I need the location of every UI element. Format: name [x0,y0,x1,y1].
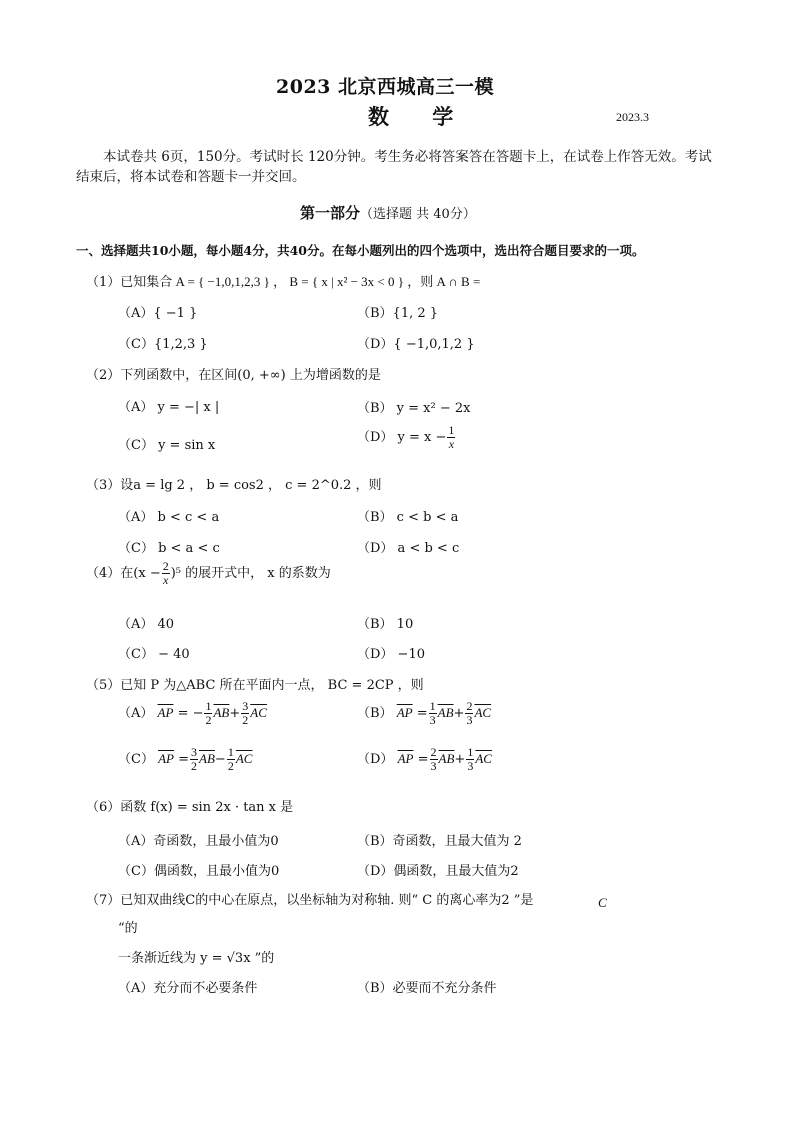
fraction-denominator: x [163,573,169,587]
stray-variable: C [598,895,607,910]
option-6b[interactable]: （B）奇函数，且最大值为 2 [357,834,522,849]
vector-ab: $\overline{AB}$ [199,751,215,766]
question-stem: 下列函数中，在区间(0, +∞) 上为增函数的是 [120,368,381,383]
question-stem-line2: “的 [118,921,138,936]
option-label: （A） [118,706,154,721]
option-5c[interactable] [118,746,252,773]
question-stem: 函数 f(x) = sin 2x · tan x 是 [120,800,294,815]
question-7 [86,889,533,908]
fraction [190,746,198,773]
option-text: （D） y = x − [357,430,447,445]
operator: + [229,706,241,721]
vector-ap: $\overline{AP}$ [397,751,414,766]
option-3c[interactable]: （C） b < a < c [118,541,220,556]
option-4d[interactable]: （D） −10 [357,647,425,662]
vector-ac: $\overline{AC}$ [250,705,267,720]
part-note: （选择题 共 40分） [360,207,476,222]
part-heading [300,202,476,223]
option-1a[interactable]: （A）{ −1 } [118,306,198,321]
fraction-denominator: x [448,437,455,451]
question-3 [86,474,382,493]
fraction-numerator: 2 [466,699,473,713]
fraction-denominator: 3 [466,713,473,727]
fraction-denominator: 2 [191,759,198,773]
question-stem: 已知双曲线C的中心在原点，以坐标轴为对称轴. 则“ C 的离心率为2 ”是 [120,893,534,908]
exam-subject: 数 学 [368,104,472,129]
question-1 [86,271,480,290]
question-stem: 已知 P 为△ABC 所在平面内一点， BC = 2CP ，则 [120,678,424,693]
vector-ac: $\overline{AC}$ [235,751,253,766]
option-4a[interactable]: （A） 40 [118,617,175,632]
question-number: （7） [86,893,121,908]
option-2b[interactable]: （B） y = x² − 2x [357,401,471,416]
exam-date: 2023.3 [616,110,649,124]
question-stem: 设a = lg 2 ， b = cos2 ， c = 2^0.2 ，则 [120,478,382,493]
fraction-numerator: 2 [430,745,437,759]
option-6d[interactable]: （D）偶函数，且最大值为2 [357,864,519,879]
operator: − [214,752,226,767]
fraction [447,424,455,451]
option-6c[interactable]: （C）偶函数，且最小值为0 [118,864,280,879]
question-number: （3） [86,478,121,493]
fraction [465,700,473,727]
option-label: （C） [118,752,154,767]
question-stem-post: )⁵ 的展开式中， x 的系数为 [170,566,331,581]
option-5a[interactable] [118,700,267,727]
option-1c[interactable]: （C）{1,2,3 } [118,337,208,352]
question-number: （1） [86,275,121,290]
question-5 [86,674,424,693]
option-7b[interactable]: （B）必要而不充分条件 [357,981,497,996]
option-4b[interactable]: （B） 10 [357,617,414,632]
fraction-numerator: 1 [429,699,436,713]
fraction-numerator: 1 [448,423,455,437]
option-7a[interactable]: （A）充分而不必要条件 [118,981,258,996]
fraction-numerator: 1 [205,699,212,713]
question-number: （5） [86,678,121,693]
equals: = [178,752,190,767]
vector-ap: $\overline{AP}$ [157,705,174,720]
fraction [241,700,249,727]
fraction [204,700,212,727]
equals: = − [177,706,204,721]
fraction-denominator: 3 [467,759,474,773]
vector-ac: $\overline{AC}$ [474,705,492,720]
fraction-denominator: 2 [242,713,249,727]
question-stem-pre: 在(x − [120,566,161,581]
operator: + [453,706,465,721]
operator: + [454,752,466,767]
vector-ac: $\overline{AC}$ [475,751,492,766]
option-2c[interactable]: （C） y = sin x [118,438,216,453]
fraction-numerator: 2 [162,559,169,573]
vector-ap: $\overline{AP}$ [396,705,413,720]
question-number: （4） [86,566,121,581]
fraction-numerator: 3 [191,745,198,759]
fraction-denominator: 2 [227,759,234,773]
option-label: （D） [357,752,394,767]
exam-title: 2023 北京西城高三一模 [276,76,494,98]
fraction-denominator: 3 [429,713,436,727]
option-3d[interactable]: （D） a < b < c [357,541,460,556]
question-stem-line3: 一条渐近线为 y = √3x ”的 [118,951,275,966]
question-2 [86,364,381,383]
fraction [466,746,474,773]
option-1b[interactable]: （B）{1, 2 } [357,306,439,321]
vector-ab: $\overline{AB}$ [437,705,454,720]
option-3b[interactable]: （B） c < b < a [357,510,459,525]
fraction-numerator: 1 [467,745,474,759]
question-number: （6） [86,800,121,815]
exam-instructions: 本试卷共 6页，150分。考试时长 120分钟。考生务必将答案答在答题卡上，在试卷上作答无效。考试结束后，将本试卷和答题卡一并交回。 [76,149,712,185]
option-3a[interactable]: （A） b < c < a [118,510,220,525]
question-6 [86,796,293,815]
fraction [162,560,170,587]
question-4 [86,560,331,587]
fraction-denominator: 2 [205,713,212,727]
equals: = [416,706,428,721]
fraction-numerator: 1 [227,745,234,759]
option-2d[interactable] [357,424,456,451]
fraction [429,700,437,727]
option-label: （B） [357,706,393,721]
option-5b[interactable] [357,700,491,727]
section-heading: 一、选择题共10小题，每小题4分，共40分。在每小题列出的四个选项中，选出符合题目要求的一项。 [76,243,645,258]
option-6a[interactable]: （A）奇函数，且最小值为0 [118,834,279,849]
equals: = [417,752,429,767]
option-4c[interactable]: （C） − 40 [118,647,190,662]
part-title: 第一部分 [300,204,361,222]
option-2a[interactable]: （A） y = −| x | [118,400,220,415]
fraction-numerator: 3 [242,699,249,713]
question-stem: 已知集合 A = { −1,0,1,2,3 } ， B = { x | x² − 3x < 0 } ，则 A ∩ B = [120,274,481,289]
question-number: （2） [86,368,121,383]
fraction [430,746,438,773]
fraction-denominator: 3 [430,759,437,773]
fraction [227,746,235,773]
option-1d[interactable]: （D）{ −1,0,1,2 } [357,337,475,352]
vector-ap: $\overline{AP}$ [158,751,174,766]
vector-ab: $\overline{AB}$ [213,705,230,720]
option-5d[interactable] [357,746,492,773]
vector-ab: $\overline{AB}$ [438,751,455,766]
